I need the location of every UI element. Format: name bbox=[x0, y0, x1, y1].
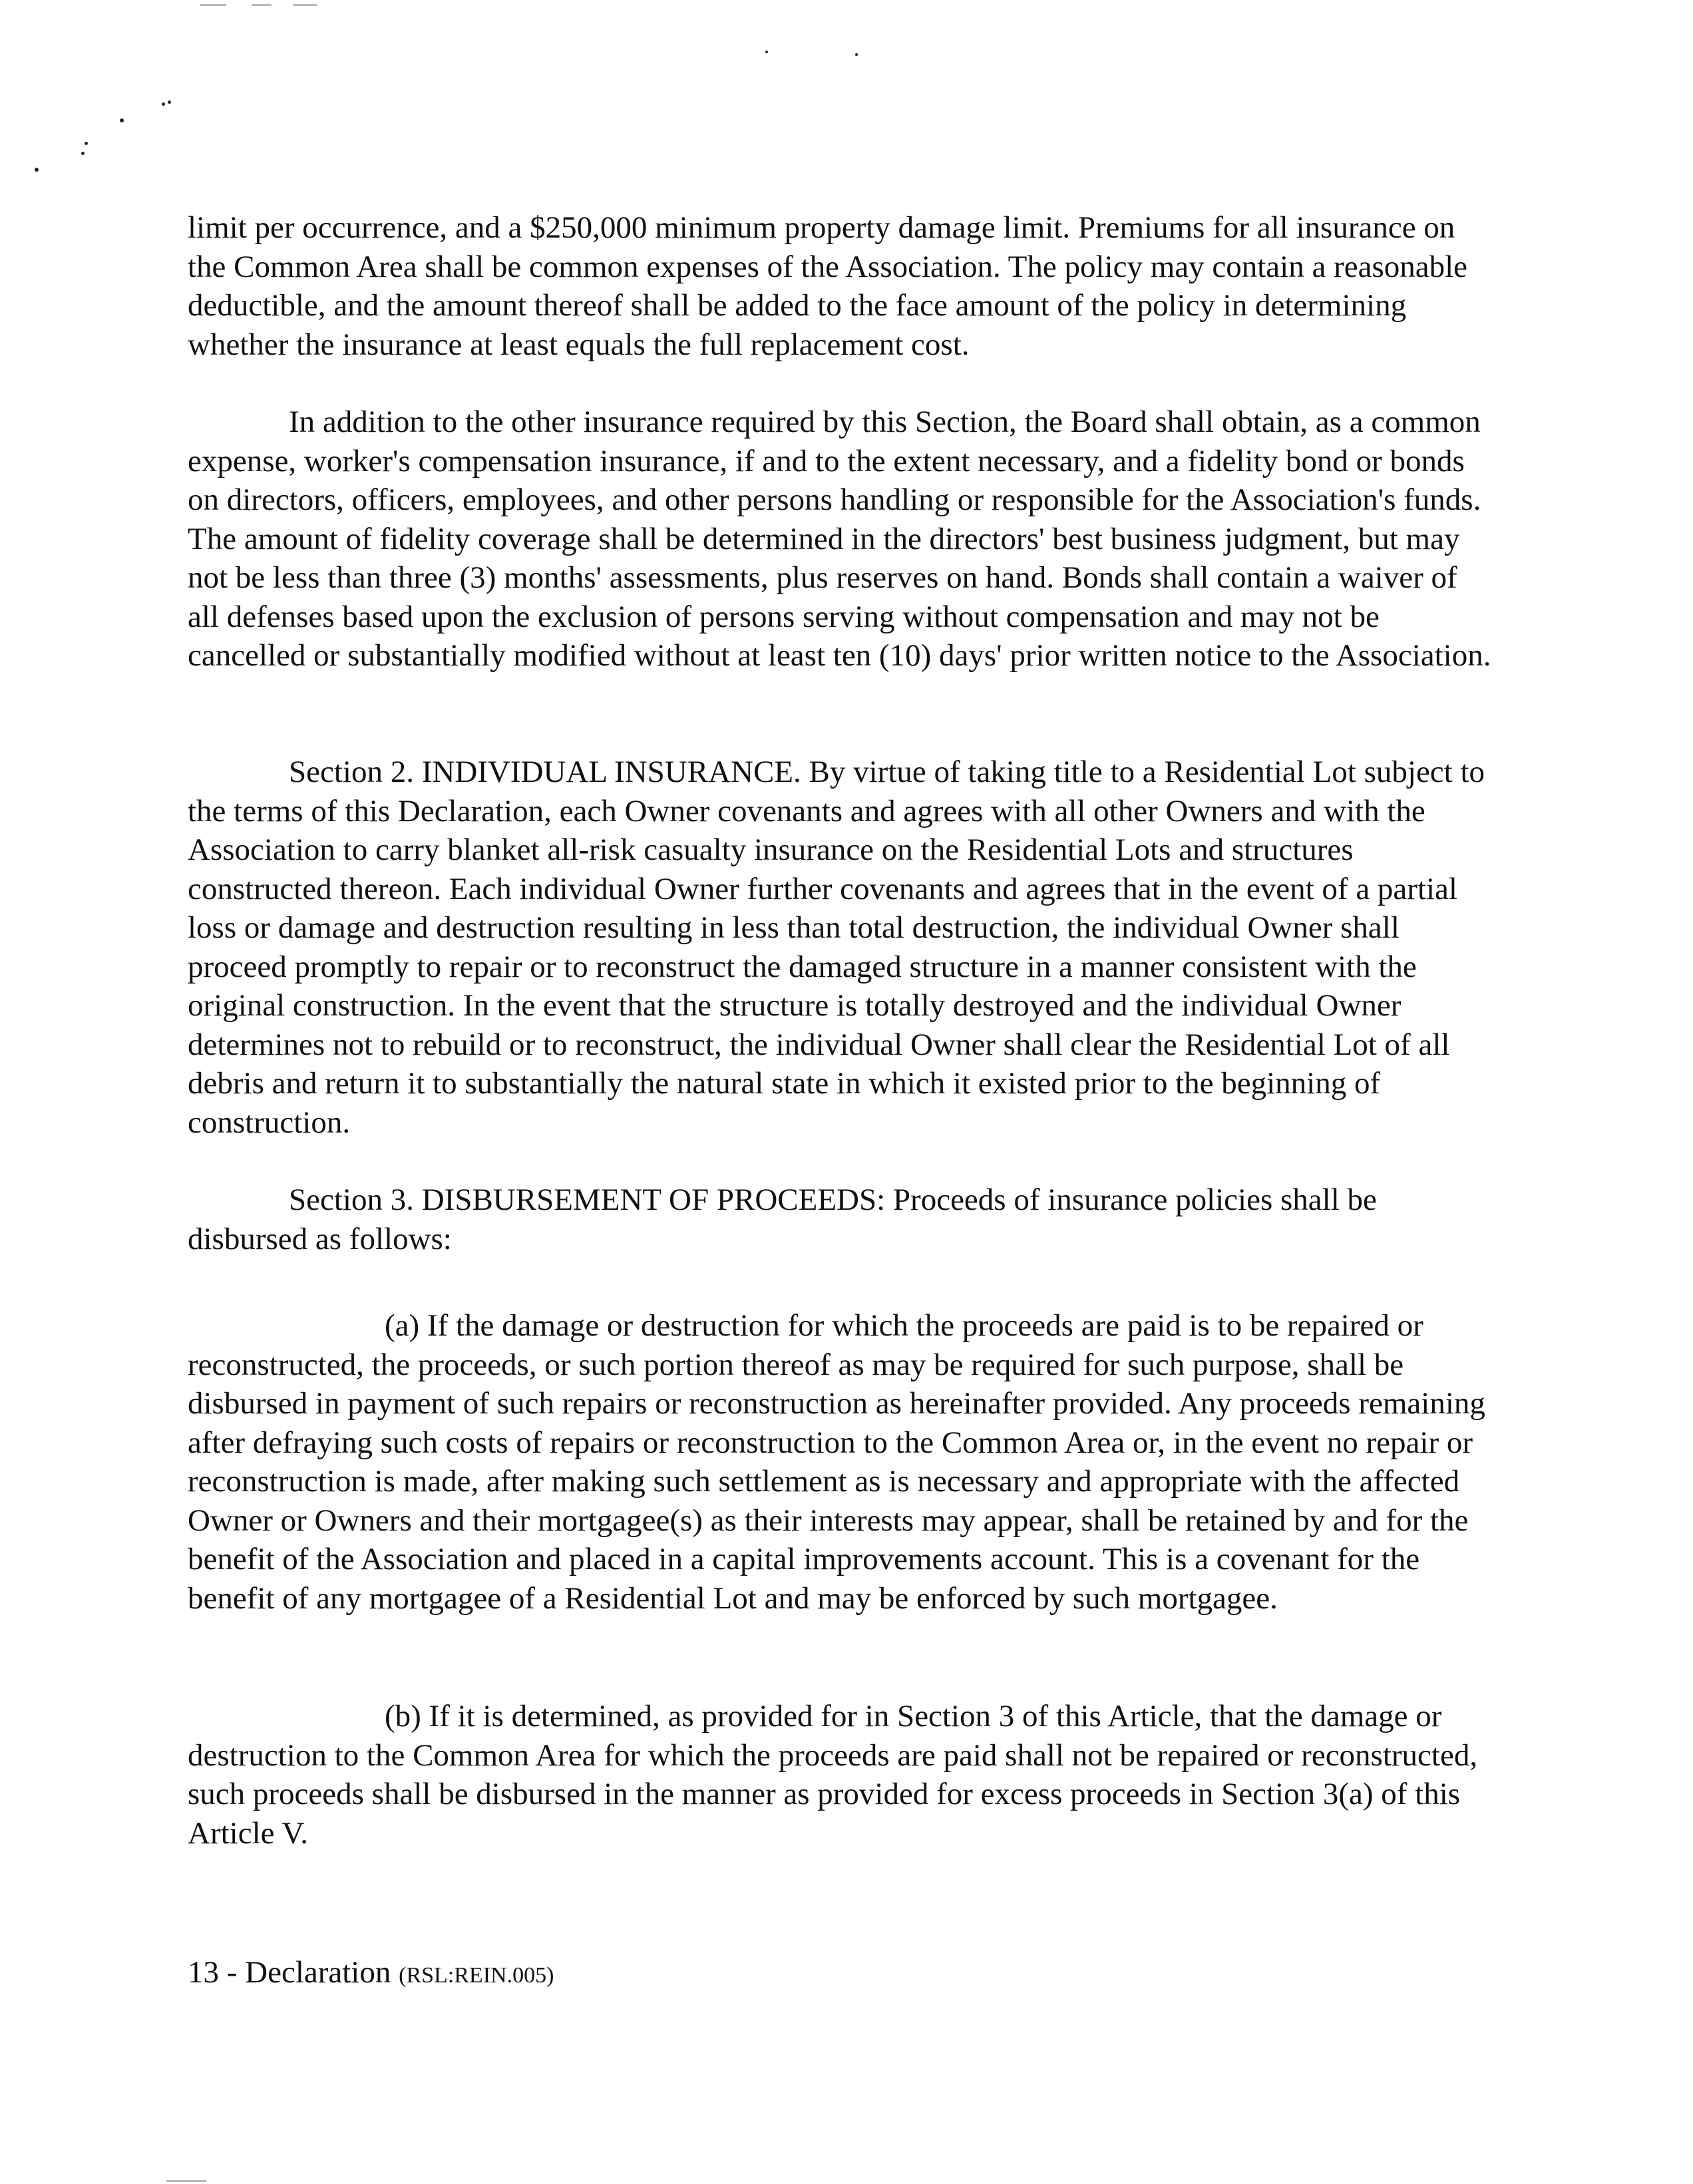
body-text-section-2 bbox=[188, 403, 1492, 675]
page-footer bbox=[188, 1953, 554, 1995]
scan-speck bbox=[81, 152, 85, 155]
paragraph-insurance-limits: limit per occurrence, and a $250,000 minimum property damage limit. Premiums for all insurance on the Common Area shall be common expenses of the Association. The policy may contain a reasonable deductible, and the amount thereof shall be added to the face amount of the policy in determining whether the insurance at least equals the full replacement cost. bbox=[188, 210, 1468, 362]
scan-speck bbox=[168, 100, 171, 104]
paragraph-section-3: Section 3. DISBURSEMENT OF PROCEEDS: Proceeds of insurance policies shall be disbursed as follows: bbox=[188, 1183, 1377, 1256]
body-text-section-6 bbox=[188, 1697, 1492, 1853]
scan-speck bbox=[855, 53, 858, 56]
scan-speck bbox=[85, 142, 88, 145]
body-text-section-3 bbox=[188, 753, 1492, 1142]
paragraph-section-3a: (a) If the damage or destruction for which the proceeds are paid is to be repaired or reconstructed, the proceeds, or such portion thereof as may be required for such purpose, shall be disbursed in payment of such repairs or reconstruction as hereinafter provided. Any proceeds remaining after defraying such costs of repairs or reconstruction to the Common Area or, in the event no repair or reconstruction is made, after making such settlement as is necessary and appropriate with the affected Owner or Owners and their mortgagee(s) as their interests may appear, shall be retained by and for the benefit of the Association and placed in a capital improvements account. This is a covenant for the benefit of any mortgagee of a Residential Lot and may be enforced by such mortgagee. bbox=[188, 1308, 1485, 1616]
body-text-section-1 bbox=[188, 208, 1492, 364]
scan-speck bbox=[35, 168, 39, 172]
body-text-section-4 bbox=[188, 1181, 1492, 1258]
scan-edge-mark bbox=[252, 4, 272, 6]
scan-speck bbox=[162, 102, 165, 106]
scan-edge-mark bbox=[293, 4, 317, 6]
scan-speck bbox=[765, 51, 768, 53]
footer-page-label: 13 - Declaration bbox=[188, 1955, 391, 1990]
footer-doc-code: (RSL:REIN.005) bbox=[399, 1963, 554, 1988]
paragraph-section-2: Section 2. INDIVIDUAL INSURANCE. By virtue of taking title to a Residential Lot subject to the terms of this Declaration, each Owner covenants and agrees with all other Owners and with the Association to carry blanket all-risk casualty insurance on the Residential Lots and structures constructed thereon. Each individual Owner further covenants and agrees that in the event of a partial loss or damage and destruction resulting in less than total destruction, the individual Owner shall proceed promptly to repair or to reconstruct the damaged structure in a manner consistent with the original construction. In the event that the structure is totally destroyed and the individual Owner determines not to rebuild or to reconstruct, the individual Owner shall clear the Residential Lot of all debris and return it to substantially the natural state in which it existed prior to the beginning of construction. bbox=[188, 755, 1485, 1140]
scan-edge-mark bbox=[166, 2180, 206, 2182]
scan-speck bbox=[120, 118, 124, 122]
scan-edge-mark bbox=[200, 4, 226, 6]
body-text-section-5 bbox=[188, 1306, 1492, 1618]
paragraph-section-3b: (b) If it is determined, as provided for in Section 3 of this Article, that the damage or destruction to the Common Area for which the proceeds are paid shall not be repaired or reconstructed, such proceeds shall be disbursed in the manner as provided for excess proceeds in Section 3(a) of this Article V. bbox=[188, 1699, 1478, 1851]
paragraph-fidelity-bond: In addition to the other insurance required by this Section, the Board shall obtain, as a common expense, worker's compensation insurance, if and to the extent necessary, and a fidelity bond or bonds on directors, officers, employees, and other persons handling or responsible for the Association's funds. The amount of fidelity coverage shall be determined in the directors' best business judgment, but may not be less than three (3) months' assessments, plus reserves on hand. Bonds shall contain a waiver of all defenses based upon the exclusion of persons serving without compensation and may not be cancelled or substantially modified without at least ten (10) days' prior written notice to the Association. bbox=[188, 405, 1491, 673]
